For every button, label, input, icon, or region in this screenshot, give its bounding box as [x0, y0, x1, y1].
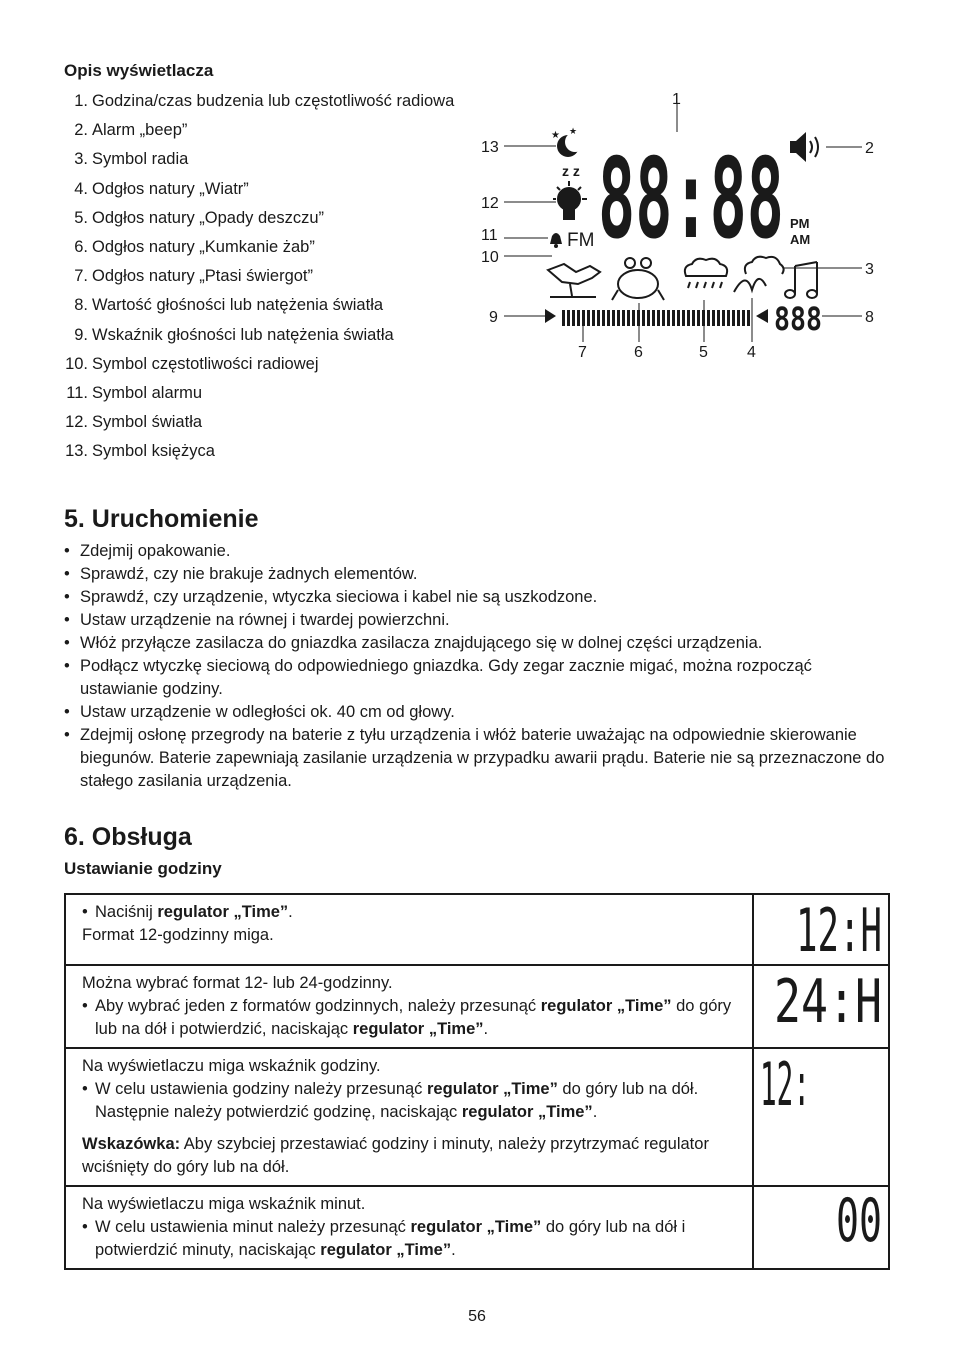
display-24-h: [753, 965, 889, 1048]
section-6-title: 6. Obsługa: [64, 823, 192, 851]
callout-7: 7: [578, 344, 587, 361]
list-item: • Włóż przyłącze zasilacza do gniazdka zasilacza znajdującego się w dolnej części urządzenia.: [64, 632, 890, 655]
list-item: • Ustaw urządzenie na równej i twardej powierzchni.: [64, 609, 890, 632]
bird-icon: [548, 264, 600, 297]
callout-10: 10: [481, 249, 499, 266]
speaker-icon: [790, 132, 818, 162]
list-item: 10. Symbol częstotliwości radiowej: [65, 354, 319, 373]
callout-13: 13: [481, 139, 499, 156]
display-description-list: [60, 87, 454, 466]
list-item: • Podłącz wtyczkę sieciową do odpowiedniego gniazdka. Gdy zegar zacznie migać, można rozpocząć ustawianie godziny.: [64, 655, 890, 701]
list-item: 6. Odgłos natury „Kumkanie żab”: [74, 237, 315, 256]
moon-icon: [551, 126, 585, 157]
list-item: 9. Wskaźnik głośności lub natężenia światła: [74, 325, 394, 344]
display-00: [753, 1186, 889, 1269]
list-item: • Sprawdź, czy urządzenie, wtyczka sieciowa i kabel nie są uszkodzone.: [64, 586, 890, 609]
list-item: • Zdejmij osłonę przegrody na baterie z tyłu urządzenia i włóż baterie uważając na odpowiednie skierowanie biegunów. Baterie zapewniają zasilanie urządzenia w przypadku awarii prądu. Baterie nie są przeznaczone do stałego zasilania urządzenia.: [64, 724, 890, 793]
page-number: 56: [468, 1308, 486, 1325]
list-item: • Sprawdź, czy nie brakuje żadnych elementów.: [64, 563, 890, 586]
list-item: 8. Wartość głośności lub natężenia światła: [74, 296, 384, 315]
table-row: Na wyświetlaczu miga wskaźnik minut. • W celu ustawienia minut należy przesunąć regulator „Time” do góry lub na dół i potwierdzić minuty, naciskając regulator „Time”. 00: [65, 1186, 889, 1269]
callout-2: 2: [865, 140, 874, 157]
svg-text:00: 00: [836, 1187, 882, 1247]
display-12: [753, 1048, 889, 1186]
list-item: 3. Symbol radia: [74, 150, 189, 169]
callout-1: 1: [672, 91, 681, 108]
list-item: 11. Symbol alarmu: [66, 383, 203, 402]
section-6-subtitle: Ustawianie godziny: [64, 859, 222, 878]
table-row: • Naciśnij regulator „Time”. Format 12-godzinny miga. 12:H: [65, 894, 889, 965]
am-indicator: AM: [790, 232, 811, 247]
section-5-title: 5. Uruchomienie: [64, 505, 259, 533]
list-item: 2. Alarm „beep”: [74, 121, 188, 140]
callout-6: 6: [634, 344, 643, 361]
list-item: 1. Godzina/czas budzenia lub częstotliwość radiowa: [74, 92, 455, 110]
steps-table: [64, 893, 890, 1270]
alarm-bell-icon: [550, 233, 562, 248]
frog-icon: [612, 258, 664, 300]
lcd-display-diagram: [470, 84, 890, 374]
svg-text:12:H: 12:H: [796, 896, 882, 957]
callout-3: 3: [865, 261, 874, 278]
callout-8: 8: [865, 309, 874, 326]
svg-text:12:: 12:: [760, 1050, 810, 1113]
svg-text:24:H: 24:H: [774, 967, 882, 1030]
callout-5: 5: [699, 344, 708, 361]
pm-indicator: PM: [790, 216, 810, 231]
list-item: 12. Symbol światła: [65, 413, 203, 432]
list-item: 13. Symbol księżyca: [65, 442, 215, 461]
svg-text:★: ★: [551, 130, 560, 141]
svg-text:★: ★: [569, 126, 578, 136]
display-12-h: [753, 894, 889, 965]
list-item: • Ustaw urządzenie w odległości ok. 40 cm od głowy.: [64, 701, 890, 724]
section-5-bullets: [64, 540, 890, 793]
sleep-zz: z z: [562, 163, 580, 179]
table-row: Na wyświetlaczu miga wskaźnik godziny. • W celu ustawienia godziny należy przesunąć regulator „Time” do góry lub na dół. Następnie należy potwierdzić godzinę, naciskając regulator „Time”. Wskazówka: Aby szybciej przestawiać godziny i minuty, należy przytrzymać regulator wciśnięty do góry lub na dół. 12:: [65, 1048, 889, 1186]
volume-indicator: [545, 309, 768, 326]
callout-11: 11: [481, 227, 498, 244]
callout-9: 9: [489, 309, 498, 326]
callout-12: 12: [481, 195, 499, 212]
fm-symbol: FM: [567, 230, 595, 251]
list-item: 5. Odgłos natury „Opady deszczu”: [74, 208, 325, 227]
display-description-heading: Opis wyświetlacza: [64, 61, 214, 80]
light-icon: [553, 181, 587, 219]
volume-digits: 888: [774, 300, 822, 338]
list-item: 7. Odgłos natury „Ptasi świergot”: [74, 267, 314, 286]
music-icon: [785, 262, 817, 298]
callout-4: 4: [747, 344, 756, 361]
table-row: Można wybrać format 12- lub 24-godzinny. • Aby wybrać jeden z formatów godzinnych, należy przesunąć regulator „Time” do góry lub na dół i potwierdzić, naciskając regulator „Time”. 24:H: [65, 965, 889, 1048]
list-item: • Zdejmij opakowanie.: [64, 540, 890, 563]
list-item: 4. Odgłos natury „Wiatr”: [74, 179, 249, 198]
lcd-digits: 88:88: [598, 135, 784, 264]
